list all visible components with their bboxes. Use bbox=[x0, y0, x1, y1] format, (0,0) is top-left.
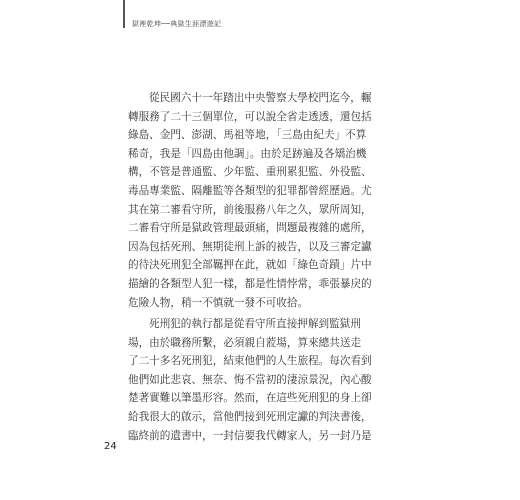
text-line: 因為包括死刑、無期徒刑上訴的被告，以及三審定讞 bbox=[128, 240, 372, 253]
text-line: 其在第二審看守所，前後服務八年之久，眾所周知， bbox=[128, 203, 372, 216]
paragraph-1 bbox=[128, 89, 410, 312]
text-line: 綠島、金門、澎湖、馬祖等地，「三島由紀夫」不算 bbox=[128, 129, 367, 142]
text-line: 臨終前的遺書中，一封信要我代轉家人，另一封乃是 bbox=[128, 429, 372, 442]
text-line: 他們如此悲哀、無奈、悔不當初的淒涼景況，內心酸 bbox=[128, 373, 372, 386]
text-line: 楚著實難以筆墨形容。然而，在這些死刑犯的身上卻 bbox=[128, 392, 372, 405]
running-header: 獄裡乾坤──典獄生涯漂遊記 bbox=[132, 20, 222, 28]
text-line: 稀奇，我是「四島由他調」。由於足跡遍及各矯治機 bbox=[128, 147, 367, 160]
paragraph-2 bbox=[128, 315, 410, 445]
text-line: 死刑犯的執行都是從看守所直接押解到監獄刑 bbox=[149, 318, 361, 330]
text-line: 描繪的各類型人犯一樣，都是性情悖常，乖張暴戾的 bbox=[128, 277, 372, 290]
text-line: 場，由於職務所繫，必須親自蒞場，算來總共送走 bbox=[128, 336, 362, 349]
text-line: 危險人物，稍一不慎就一發不可收拾。 bbox=[128, 296, 309, 309]
text-line: 了二十多名死刑犯，結束他們的人生旅程。每次看到 bbox=[128, 355, 372, 368]
header-rule bbox=[123, 0, 125, 28]
text-line: 構，不管是普通監、少年監、重刑累犯監、外役監、 bbox=[128, 166, 372, 179]
text-line: 轉服務了二十三個單位，可以說全省走透透，還包括 bbox=[128, 110, 372, 123]
page-number: 24 bbox=[104, 441, 117, 452]
text-line: 二審看守所是獄政管理最頭痛，問題最複雜的處所， bbox=[128, 222, 372, 235]
text-line: 毒品專業監、隔離監等各類型的犯罪都曾經歷過。尤 bbox=[128, 184, 372, 197]
text-line: 給我很大的啟示，當他們接到死刑定讞的判決書後， bbox=[128, 410, 372, 423]
text-line: 從民國六十一年踏出中央警察大學校門迄今，輾 bbox=[149, 92, 372, 104]
text-line: 的待決死刑犯全部羈押在此，就如「綠色奇蹟」片中 bbox=[128, 259, 372, 272]
